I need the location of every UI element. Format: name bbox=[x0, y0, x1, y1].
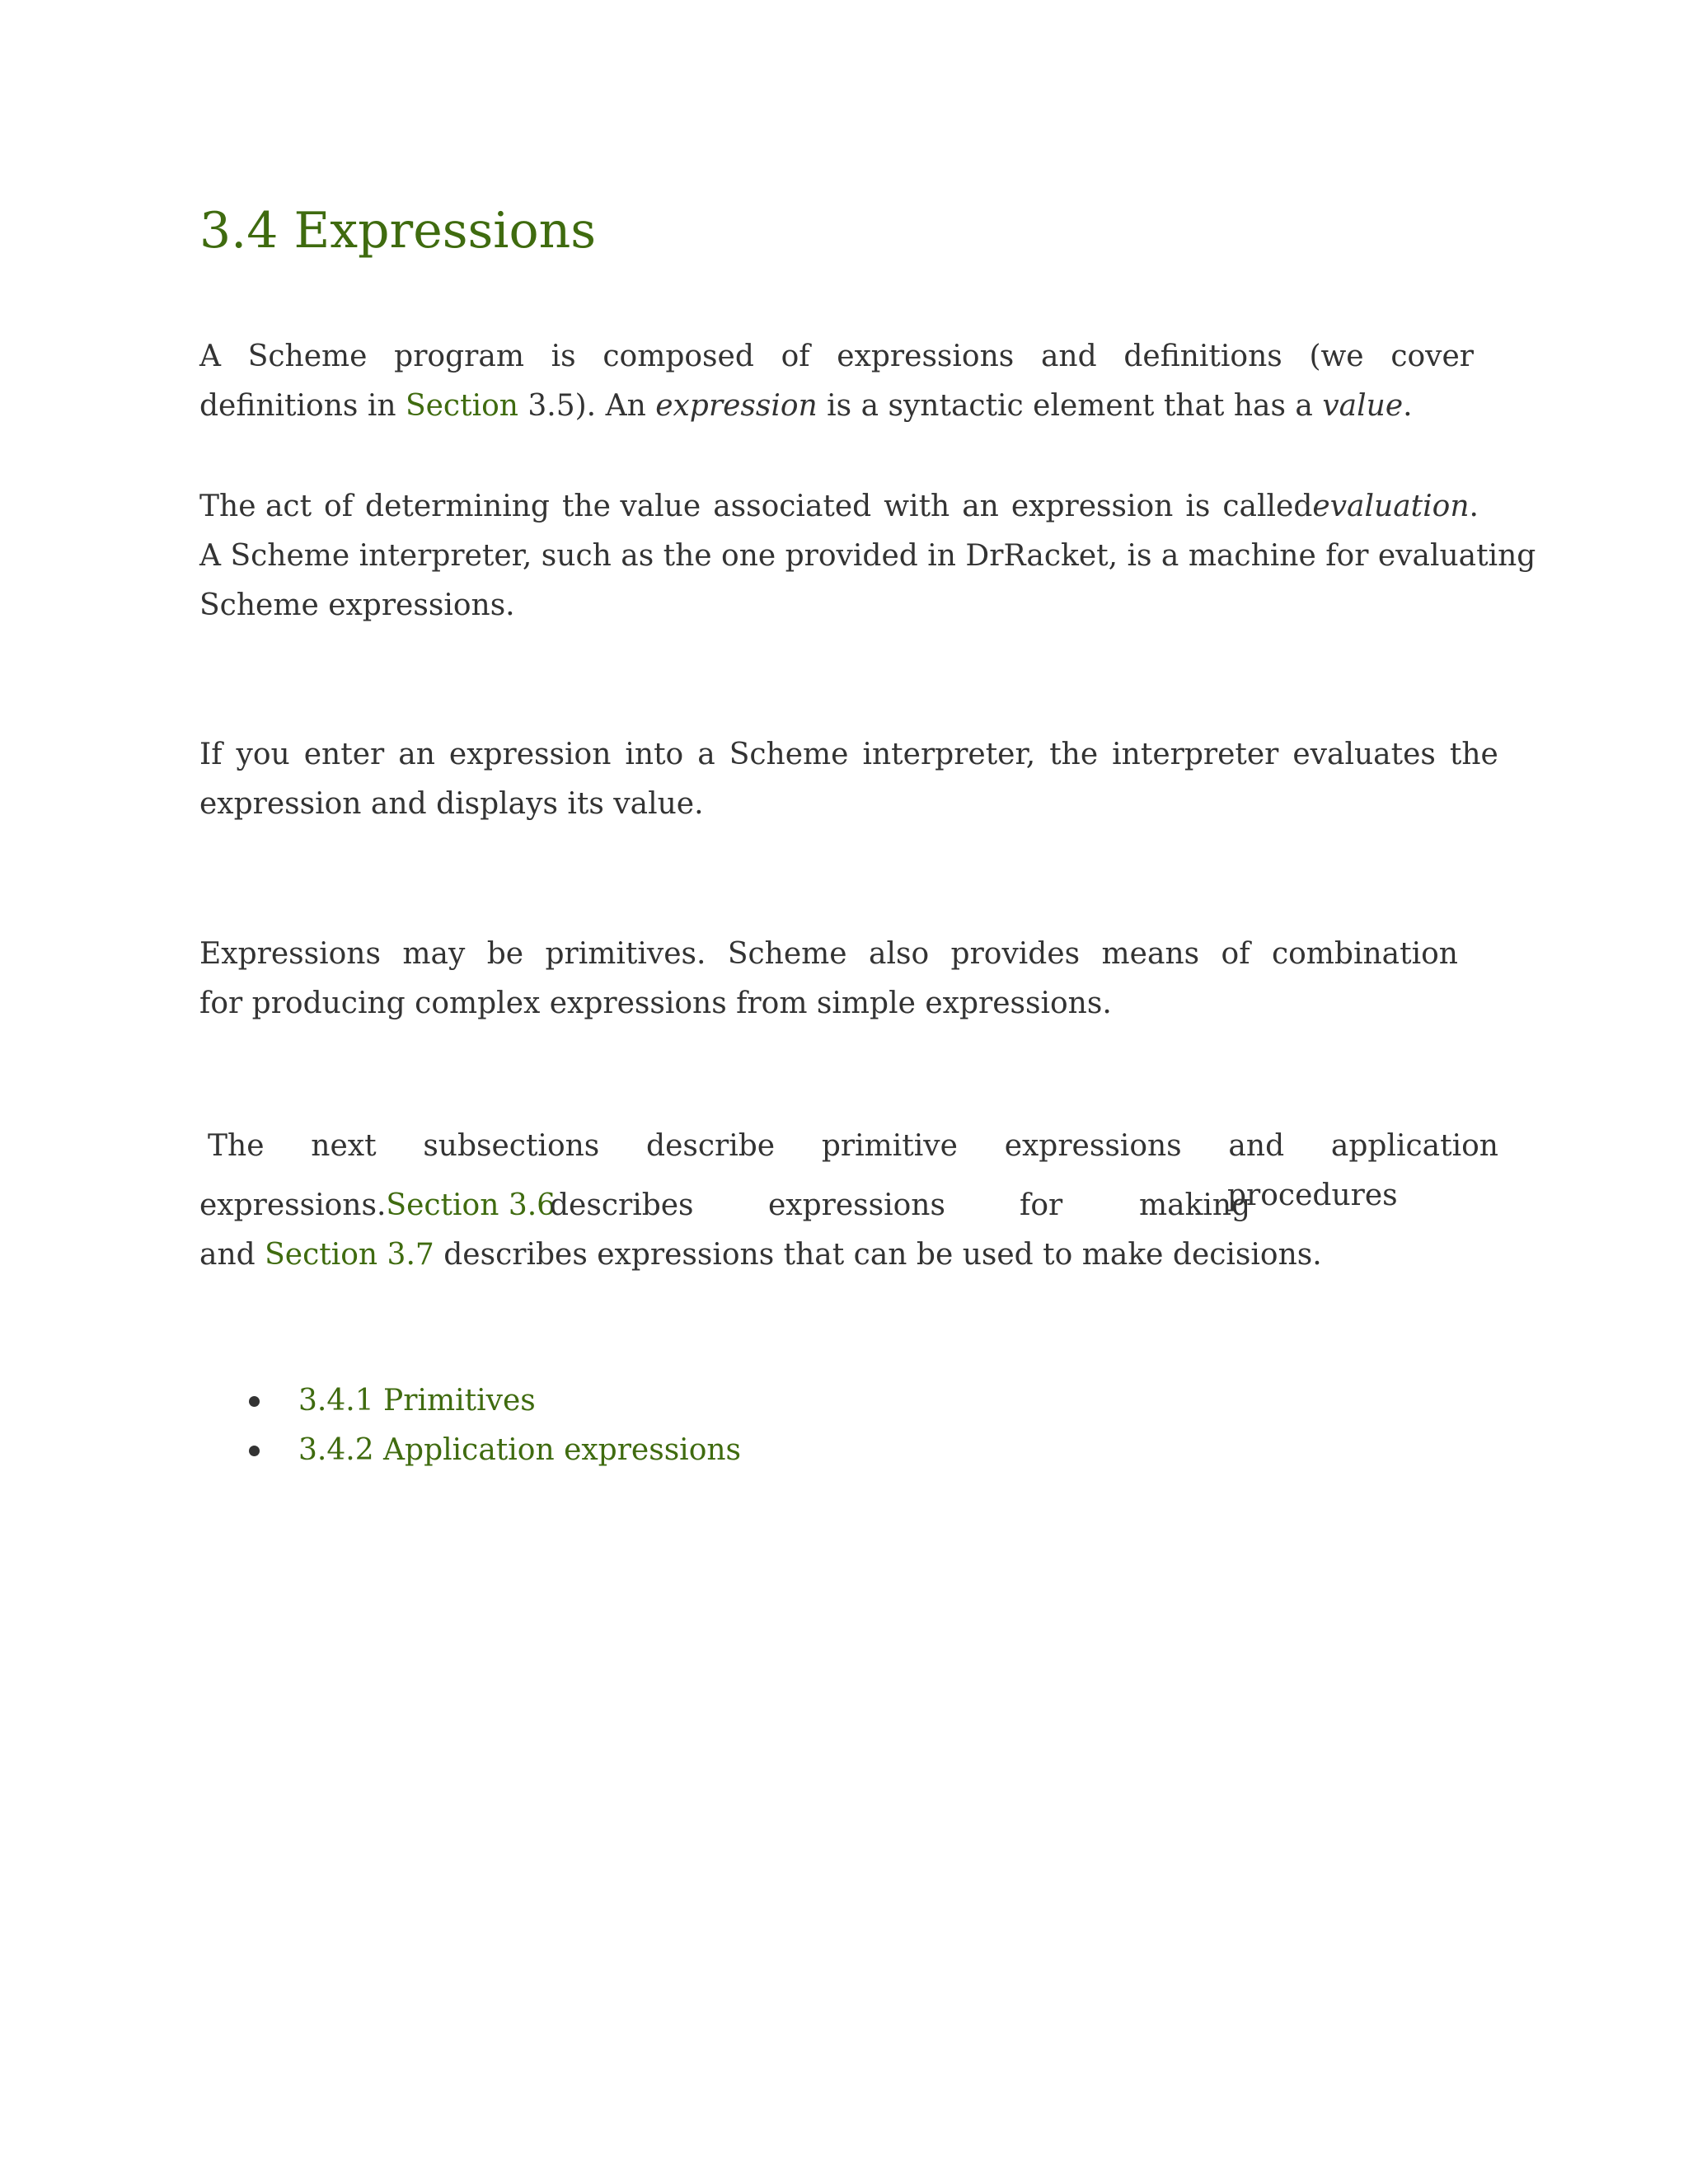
word: next bbox=[311, 1129, 377, 1163]
word: describes bbox=[550, 1188, 694, 1222]
word: cover bbox=[1390, 340, 1474, 373]
word: determining bbox=[365, 490, 550, 523]
word: the bbox=[1449, 738, 1498, 771]
word: into bbox=[625, 738, 684, 771]
p2-line2: A Scheme interpreter, such as the one provided in DrRacket, is a machine for evaluating bbox=[199, 539, 1536, 573]
word: called bbox=[1222, 490, 1313, 523]
word: The bbox=[208, 1129, 265, 1163]
term-value: value bbox=[1322, 389, 1404, 423]
p4-line1 bbox=[199, 930, 1458, 979]
word: the value bbox=[561, 490, 701, 523]
term-expression: expression bbox=[655, 389, 818, 423]
word: combination bbox=[1271, 937, 1458, 971]
word: be bbox=[486, 937, 524, 971]
section-heading: 3.4 Expressions bbox=[199, 202, 597, 260]
word: and bbox=[1040, 340, 1097, 373]
word: making bbox=[1139, 1188, 1251, 1222]
paragraph-primitives bbox=[199, 930, 1498, 1029]
word: an bbox=[398, 738, 435, 771]
word: and bbox=[1228, 1129, 1285, 1163]
word: Expressions bbox=[199, 937, 381, 971]
text: . bbox=[1469, 490, 1479, 523]
word: expressions bbox=[1004, 1129, 1182, 1163]
word: an bbox=[962, 490, 999, 523]
word: Scheme bbox=[727, 937, 847, 971]
word: interpreter bbox=[1112, 738, 1279, 771]
word: expression bbox=[1010, 490, 1174, 523]
word: means bbox=[1101, 937, 1200, 971]
word: describe bbox=[646, 1129, 776, 1163]
word: expression bbox=[448, 738, 612, 771]
word: of bbox=[781, 340, 810, 373]
p5-line1 bbox=[199, 1122, 1498, 1171]
text: definitions in bbox=[199, 389, 406, 423]
word: of bbox=[1221, 937, 1250, 971]
p1-line2 bbox=[199, 382, 1498, 431]
word: for bbox=[1020, 1188, 1063, 1222]
subsection-link-primitives[interactable]: 3.4.1 Primitives bbox=[298, 1384, 536, 1418]
bullet-icon bbox=[249, 1396, 260, 1407]
paragraph-interpreter bbox=[199, 730, 1498, 829]
term-evaluation: evaluation bbox=[1312, 490, 1470, 523]
text: . bbox=[1403, 389, 1413, 423]
word: (we bbox=[1309, 340, 1364, 373]
subsection-list bbox=[199, 1376, 741, 1475]
word: Scheme bbox=[247, 340, 368, 373]
p4-line2: for producing complex expressions from simple expressions. bbox=[199, 987, 1112, 1020]
section-3-6-link[interactable]: Section 3.6 bbox=[386, 1188, 556, 1222]
word: primitives. bbox=[545, 937, 706, 971]
word: may bbox=[402, 937, 466, 971]
word: also bbox=[869, 937, 930, 971]
p5-line3 bbox=[199, 1230, 1498, 1280]
word: expressions bbox=[768, 1188, 945, 1222]
p5-line2 bbox=[199, 1181, 1498, 1230]
text: and bbox=[199, 1238, 265, 1272]
list-item bbox=[199, 1426, 741, 1475]
paragraph-composition bbox=[199, 332, 1498, 431]
word: If bbox=[199, 738, 223, 771]
word: interpreter, bbox=[862, 738, 1036, 771]
word: definitions bbox=[1123, 340, 1282, 373]
word: is bbox=[1185, 490, 1211, 523]
word: expressions bbox=[837, 340, 1015, 373]
word: associated bbox=[713, 490, 872, 523]
p5-line2-start bbox=[199, 1181, 556, 1230]
word: primitive bbox=[821, 1129, 958, 1163]
word: of bbox=[324, 490, 354, 523]
word: A bbox=[199, 340, 221, 373]
p1-line1 bbox=[199, 332, 1474, 382]
word: composed bbox=[603, 340, 754, 373]
word: program bbox=[394, 340, 524, 373]
paragraph-evaluation bbox=[199, 482, 1536, 630]
word: provides bbox=[950, 937, 1081, 971]
bullet-icon bbox=[249, 1446, 260, 1456]
p3-line2: expression and displays its value. bbox=[199, 787, 704, 821]
word: application bbox=[1330, 1129, 1498, 1163]
word-called-evaluation bbox=[1222, 482, 1479, 532]
word: subsections bbox=[423, 1129, 600, 1163]
word: the bbox=[1049, 738, 1099, 771]
word: enter bbox=[303, 738, 385, 771]
paragraph-subsections bbox=[199, 1122, 1498, 1280]
text: 3.5). An bbox=[518, 389, 656, 423]
word: Scheme bbox=[729, 738, 849, 771]
word: evaluates bbox=[1292, 738, 1436, 771]
p2-line3: Scheme expressions. bbox=[199, 588, 515, 622]
p2-line1 bbox=[199, 482, 1479, 532]
word: with bbox=[884, 490, 950, 523]
section-3-5-link[interactable]: Section bbox=[405, 389, 518, 423]
word: is bbox=[551, 340, 576, 373]
overlapping-word-procedures: procedures bbox=[1227, 1179, 1398, 1212]
text: is a syntactic element that has a bbox=[817, 389, 1323, 423]
text: describes expressions that can be used to make decisions. bbox=[434, 1238, 1322, 1272]
list-item bbox=[199, 1376, 741, 1426]
subsection-link-application-expressions[interactable]: 3.4.2 Application expressions bbox=[298, 1433, 742, 1467]
text: expressions. bbox=[199, 1188, 387, 1222]
p3-line1 bbox=[199, 730, 1498, 780]
word: The act bbox=[199, 490, 312, 523]
word: you bbox=[236, 738, 290, 771]
word: a bbox=[697, 738, 715, 771]
section-3-7-link[interactable]: Section 3.7 bbox=[265, 1238, 434, 1272]
